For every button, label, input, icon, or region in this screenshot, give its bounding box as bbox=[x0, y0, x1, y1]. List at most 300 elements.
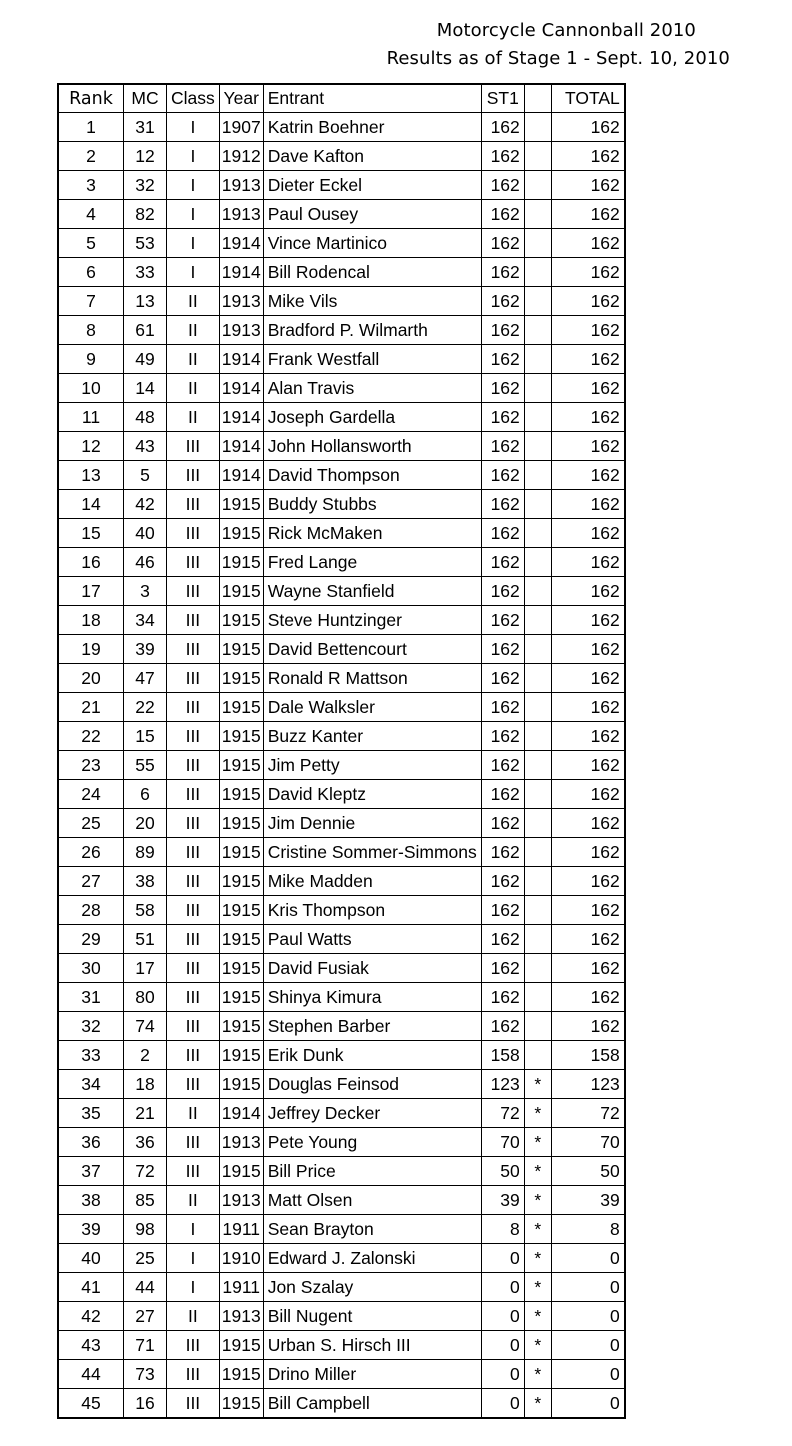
entrant-cell: Wayne Stanfield bbox=[263, 577, 481, 606]
class-cell: II bbox=[167, 374, 220, 403]
flag-cell: * bbox=[524, 1157, 551, 1186]
st1-cell: 162 bbox=[481, 896, 524, 925]
mc-cell: 32 bbox=[124, 171, 167, 200]
st1-cell: 0 bbox=[481, 1389, 524, 1419]
st1-cell: 123 bbox=[481, 1070, 524, 1099]
table-row bbox=[58, 258, 625, 287]
year-cell: 1913 bbox=[219, 171, 263, 200]
total-cell: 0 bbox=[551, 1360, 625, 1389]
total-cell: 162 bbox=[551, 606, 625, 635]
st1-cell: 8 bbox=[481, 1215, 524, 1244]
table-row bbox=[58, 171, 625, 200]
class-cell: III bbox=[167, 490, 220, 519]
mc-cell: 71 bbox=[124, 1331, 167, 1360]
rank-cell: 26 bbox=[58, 838, 124, 867]
total-cell: 162 bbox=[551, 403, 625, 432]
year-cell: 1915 bbox=[219, 925, 263, 954]
class-cell: III bbox=[167, 780, 220, 809]
entrant-cell: Joseph Gardella bbox=[263, 403, 481, 432]
st1-cell: 162 bbox=[481, 606, 524, 635]
class-cell: III bbox=[167, 1070, 220, 1099]
table-row bbox=[58, 345, 625, 374]
rank-cell: 6 bbox=[58, 258, 124, 287]
year-cell: 1915 bbox=[219, 1360, 263, 1389]
header-st1: ST1 bbox=[481, 84, 524, 113]
class-cell: III bbox=[167, 1128, 220, 1157]
class-cell: III bbox=[167, 722, 220, 751]
total-cell: 0 bbox=[551, 1389, 625, 1419]
class-cell: III bbox=[167, 838, 220, 867]
year-cell: 1915 bbox=[219, 1389, 263, 1419]
class-cell: III bbox=[167, 954, 220, 983]
class-cell: III bbox=[167, 577, 220, 606]
year-cell: 1913 bbox=[219, 1302, 263, 1331]
rank-cell: 20 bbox=[58, 664, 124, 693]
mc-cell: 44 bbox=[124, 1273, 167, 1302]
mc-cell: 5 bbox=[124, 461, 167, 490]
total-cell: 162 bbox=[551, 693, 625, 722]
flag-cell bbox=[524, 374, 551, 403]
rank-cell: 27 bbox=[58, 867, 124, 896]
rank-cell: 33 bbox=[58, 1041, 124, 1070]
mc-cell: 22 bbox=[124, 693, 167, 722]
st1-cell: 162 bbox=[481, 519, 524, 548]
class-cell: I bbox=[167, 258, 220, 287]
class-cell: III bbox=[167, 751, 220, 780]
entrant-cell: Bill Nugent bbox=[263, 1302, 481, 1331]
year-cell: 1911 bbox=[219, 1215, 263, 1244]
table-row bbox=[58, 925, 625, 954]
entrant-cell: David Thompson bbox=[263, 461, 481, 490]
flag-cell bbox=[524, 925, 551, 954]
entrant-cell: Stephen Barber bbox=[263, 1012, 481, 1041]
st1-cell: 162 bbox=[481, 200, 524, 229]
entrant-cell: Rick McMaken bbox=[263, 519, 481, 548]
total-cell: 162 bbox=[551, 171, 625, 200]
st1-cell: 162 bbox=[481, 983, 524, 1012]
total-cell: 162 bbox=[551, 374, 625, 403]
year-cell: 1915 bbox=[219, 867, 263, 896]
table-row bbox=[58, 838, 625, 867]
header-rank: Rank bbox=[58, 84, 124, 113]
year-cell: 1914 bbox=[219, 345, 263, 374]
rank-cell: 39 bbox=[58, 1215, 124, 1244]
total-cell: 123 bbox=[551, 1070, 625, 1099]
class-cell: II bbox=[167, 316, 220, 345]
st1-cell: 162 bbox=[481, 142, 524, 171]
entrant-cell: Matt Olsen bbox=[263, 1186, 481, 1215]
st1-cell: 50 bbox=[481, 1157, 524, 1186]
flag-cell: * bbox=[524, 1070, 551, 1099]
st1-cell: 162 bbox=[481, 374, 524, 403]
year-cell: 1913 bbox=[219, 1186, 263, 1215]
total-cell: 0 bbox=[551, 1244, 625, 1273]
class-cell: I bbox=[167, 1273, 220, 1302]
st1-cell: 162 bbox=[481, 258, 524, 287]
rank-cell: 23 bbox=[58, 751, 124, 780]
mc-cell: 25 bbox=[124, 1244, 167, 1273]
flag-cell: * bbox=[524, 1331, 551, 1360]
header-mc: MC bbox=[124, 84, 167, 113]
mc-cell: 48 bbox=[124, 403, 167, 432]
year-cell: 1914 bbox=[219, 432, 263, 461]
rank-cell: 32 bbox=[58, 1012, 124, 1041]
total-cell: 0 bbox=[551, 1331, 625, 1360]
mc-cell: 16 bbox=[124, 1389, 167, 1419]
entrant-cell: Cristine Sommer-Simmons bbox=[263, 838, 481, 867]
table-row bbox=[58, 1244, 625, 1273]
flag-cell bbox=[524, 780, 551, 809]
rank-cell: 31 bbox=[58, 983, 124, 1012]
entrant-cell: Buddy Stubbs bbox=[263, 490, 481, 519]
flag-cell bbox=[524, 693, 551, 722]
entrant-cell: Dieter Eckel bbox=[263, 171, 481, 200]
header-row bbox=[58, 84, 625, 113]
table-row bbox=[58, 867, 625, 896]
flag-cell bbox=[524, 1041, 551, 1070]
header-total: TOTAL bbox=[551, 84, 625, 113]
table-row bbox=[58, 519, 625, 548]
total-cell: 162 bbox=[551, 200, 625, 229]
flag-cell bbox=[524, 954, 551, 983]
class-cell: I bbox=[167, 113, 220, 142]
total-cell: 162 bbox=[551, 809, 625, 838]
rank-cell: 3 bbox=[58, 171, 124, 200]
table-row bbox=[58, 693, 625, 722]
st1-cell: 70 bbox=[481, 1128, 524, 1157]
st1-cell: 162 bbox=[481, 635, 524, 664]
st1-cell: 162 bbox=[481, 1012, 524, 1041]
st1-cell: 162 bbox=[481, 780, 524, 809]
table-row bbox=[58, 316, 625, 345]
year-cell: 1915 bbox=[219, 809, 263, 838]
year-cell: 1915 bbox=[219, 490, 263, 519]
total-cell: 72 bbox=[551, 1099, 625, 1128]
rank-cell: 22 bbox=[58, 722, 124, 751]
rank-cell: 13 bbox=[58, 461, 124, 490]
rank-cell: 45 bbox=[58, 1389, 124, 1419]
flag-cell bbox=[524, 461, 551, 490]
total-cell: 162 bbox=[551, 867, 625, 896]
entrant-cell: Mike Madden bbox=[263, 867, 481, 896]
entrant-cell: Bill Rodencal bbox=[263, 258, 481, 287]
entrant-cell: David Fusiak bbox=[263, 954, 481, 983]
header-year: Year bbox=[219, 84, 263, 113]
total-cell: 39 bbox=[551, 1186, 625, 1215]
table-row bbox=[58, 432, 625, 461]
mc-cell: 46 bbox=[124, 548, 167, 577]
rank-cell: 15 bbox=[58, 519, 124, 548]
flag-cell bbox=[524, 896, 551, 925]
total-cell: 162 bbox=[551, 229, 625, 258]
rank-cell: 38 bbox=[58, 1186, 124, 1215]
class-cell: I bbox=[167, 200, 220, 229]
flag-cell bbox=[524, 809, 551, 838]
flag-cell bbox=[524, 838, 551, 867]
flag-cell: * bbox=[524, 1128, 551, 1157]
rank-cell: 34 bbox=[58, 1070, 124, 1099]
header-flag bbox=[524, 84, 551, 113]
total-cell: 162 bbox=[551, 490, 625, 519]
flag-cell bbox=[524, 403, 551, 432]
flag-cell bbox=[524, 635, 551, 664]
year-cell: 1915 bbox=[219, 983, 263, 1012]
class-cell: III bbox=[167, 693, 220, 722]
total-cell: 162 bbox=[551, 983, 625, 1012]
year-cell: 1915 bbox=[219, 1157, 263, 1186]
mc-cell: 89 bbox=[124, 838, 167, 867]
total-cell: 0 bbox=[551, 1302, 625, 1331]
rank-cell: 35 bbox=[58, 1099, 124, 1128]
table-row bbox=[58, 635, 625, 664]
year-cell: 1915 bbox=[219, 548, 263, 577]
rank-cell: 29 bbox=[58, 925, 124, 954]
header-entrant: Entrant bbox=[263, 84, 481, 113]
table-row bbox=[58, 606, 625, 635]
st1-cell: 162 bbox=[481, 954, 524, 983]
total-cell: 162 bbox=[551, 258, 625, 287]
flag-cell bbox=[524, 577, 551, 606]
rank-cell: 1 bbox=[58, 113, 124, 142]
st1-cell: 162 bbox=[481, 548, 524, 577]
entrant-cell: Fred Lange bbox=[263, 548, 481, 577]
mc-cell: 12 bbox=[124, 142, 167, 171]
class-cell: II bbox=[167, 1302, 220, 1331]
st1-cell: 72 bbox=[481, 1099, 524, 1128]
total-cell: 162 bbox=[551, 287, 625, 316]
flag-cell bbox=[524, 867, 551, 896]
year-cell: 1915 bbox=[219, 722, 263, 751]
mc-cell: 49 bbox=[124, 345, 167, 374]
flag-cell: * bbox=[524, 1302, 551, 1331]
entrant-cell: Kris Thompson bbox=[263, 896, 481, 925]
total-cell: 162 bbox=[551, 751, 625, 780]
class-cell: III bbox=[167, 664, 220, 693]
flag-cell bbox=[524, 113, 551, 142]
entrant-cell: Alan Travis bbox=[263, 374, 481, 403]
class-cell: I bbox=[167, 229, 220, 258]
mc-cell: 61 bbox=[124, 316, 167, 345]
rank-cell: 10 bbox=[58, 374, 124, 403]
rank-cell: 43 bbox=[58, 1331, 124, 1360]
table-row bbox=[58, 954, 625, 983]
entrant-cell: Dale Walksler bbox=[263, 693, 481, 722]
year-cell: 1914 bbox=[219, 403, 263, 432]
flag-cell bbox=[524, 548, 551, 577]
mc-cell: 20 bbox=[124, 809, 167, 838]
class-cell: III bbox=[167, 635, 220, 664]
rank-cell: 24 bbox=[58, 780, 124, 809]
table-row bbox=[58, 751, 625, 780]
table-row bbox=[58, 200, 625, 229]
year-cell: 1915 bbox=[219, 780, 263, 809]
entrant-cell: Steve Huntzinger bbox=[263, 606, 481, 635]
year-cell: 1915 bbox=[219, 751, 263, 780]
st1-cell: 162 bbox=[481, 490, 524, 519]
rank-cell: 16 bbox=[58, 548, 124, 577]
total-cell: 162 bbox=[551, 577, 625, 606]
rank-cell: 11 bbox=[58, 403, 124, 432]
table-row bbox=[58, 229, 625, 258]
document-subtitle: Results as of Stage 1 - Sept. 10, 2010 bbox=[386, 48, 730, 69]
flag-cell: * bbox=[524, 1186, 551, 1215]
table-row bbox=[58, 113, 625, 142]
mc-cell: 82 bbox=[124, 200, 167, 229]
class-cell: III bbox=[167, 896, 220, 925]
table-row bbox=[58, 490, 625, 519]
mc-cell: 55 bbox=[124, 751, 167, 780]
year-cell: 1914 bbox=[219, 1099, 263, 1128]
flag-cell bbox=[524, 229, 551, 258]
class-cell: II bbox=[167, 1099, 220, 1128]
st1-cell: 162 bbox=[481, 345, 524, 374]
entrant-cell: David Bettencourt bbox=[263, 635, 481, 664]
table-row bbox=[58, 1360, 625, 1389]
class-cell: III bbox=[167, 519, 220, 548]
table-row bbox=[58, 1157, 625, 1186]
results-table bbox=[57, 83, 626, 1419]
class-cell: III bbox=[167, 809, 220, 838]
flag-cell: * bbox=[524, 1360, 551, 1389]
rank-cell: 5 bbox=[58, 229, 124, 258]
entrant-cell: Sean Brayton bbox=[263, 1215, 481, 1244]
mc-cell: 15 bbox=[124, 722, 167, 751]
st1-cell: 162 bbox=[481, 432, 524, 461]
entrant-cell: Paul Ousey bbox=[263, 200, 481, 229]
results-body bbox=[58, 113, 625, 1419]
total-cell: 70 bbox=[551, 1128, 625, 1157]
flag-cell bbox=[524, 983, 551, 1012]
year-cell: 1915 bbox=[219, 606, 263, 635]
year-cell: 1914 bbox=[219, 461, 263, 490]
st1-cell: 162 bbox=[481, 867, 524, 896]
entrant-cell: John Hollansworth bbox=[263, 432, 481, 461]
table-row bbox=[58, 461, 625, 490]
st1-cell: 162 bbox=[481, 722, 524, 751]
flag-cell: * bbox=[524, 1273, 551, 1302]
table-row bbox=[58, 1331, 625, 1360]
rank-cell: 30 bbox=[58, 954, 124, 983]
year-cell: 1913 bbox=[219, 316, 263, 345]
total-cell: 162 bbox=[551, 635, 625, 664]
table-row bbox=[58, 1070, 625, 1099]
class-cell: I bbox=[167, 1244, 220, 1273]
flag-cell bbox=[524, 519, 551, 548]
rank-cell: 37 bbox=[58, 1157, 124, 1186]
rank-cell: 25 bbox=[58, 809, 124, 838]
mc-cell: 36 bbox=[124, 1128, 167, 1157]
mc-cell: 14 bbox=[124, 374, 167, 403]
mc-cell: 21 bbox=[124, 1099, 167, 1128]
mc-cell: 3 bbox=[124, 577, 167, 606]
total-cell: 8 bbox=[551, 1215, 625, 1244]
entrant-cell: Bradford P. Wilmarth bbox=[263, 316, 481, 345]
rank-cell: 36 bbox=[58, 1128, 124, 1157]
total-cell: 162 bbox=[551, 1012, 625, 1041]
flag-cell bbox=[524, 1012, 551, 1041]
year-cell: 1915 bbox=[219, 664, 263, 693]
mc-cell: 98 bbox=[124, 1215, 167, 1244]
table-row bbox=[58, 809, 625, 838]
rank-cell: 8 bbox=[58, 316, 124, 345]
class-cell: III bbox=[167, 548, 220, 577]
st1-cell: 0 bbox=[481, 1331, 524, 1360]
table-row bbox=[58, 1012, 625, 1041]
header-class: Class bbox=[167, 84, 220, 113]
total-cell: 162 bbox=[551, 780, 625, 809]
table-row bbox=[58, 722, 625, 751]
year-cell: 1915 bbox=[219, 577, 263, 606]
flag-cell bbox=[524, 345, 551, 374]
mc-cell: 72 bbox=[124, 1157, 167, 1186]
st1-cell: 162 bbox=[481, 316, 524, 345]
table-row bbox=[58, 664, 625, 693]
year-cell: 1915 bbox=[219, 693, 263, 722]
mc-cell: 58 bbox=[124, 896, 167, 925]
rank-cell: 42 bbox=[58, 1302, 124, 1331]
entrant-cell: Katrin Boehner bbox=[263, 113, 481, 142]
st1-cell: 162 bbox=[481, 809, 524, 838]
flag-cell bbox=[524, 200, 551, 229]
st1-cell: 162 bbox=[481, 751, 524, 780]
total-cell: 162 bbox=[551, 548, 625, 577]
class-cell: III bbox=[167, 432, 220, 461]
st1-cell: 39 bbox=[481, 1186, 524, 1215]
table-row bbox=[58, 1215, 625, 1244]
st1-cell: 162 bbox=[481, 461, 524, 490]
year-cell: 1915 bbox=[219, 1012, 263, 1041]
class-cell: II bbox=[167, 1186, 220, 1215]
year-cell: 1915 bbox=[219, 1331, 263, 1360]
rank-cell: 41 bbox=[58, 1273, 124, 1302]
mc-cell: 27 bbox=[124, 1302, 167, 1331]
total-cell: 162 bbox=[551, 722, 625, 751]
mc-cell: 39 bbox=[124, 635, 167, 664]
year-cell: 1911 bbox=[219, 1273, 263, 1302]
year-cell: 1915 bbox=[219, 1070, 263, 1099]
rank-cell: 28 bbox=[58, 896, 124, 925]
total-cell: 162 bbox=[551, 664, 625, 693]
entrant-cell: Edward J. Zalonski bbox=[263, 1244, 481, 1273]
entrant-cell: David Kleptz bbox=[263, 780, 481, 809]
entrant-cell: Jim Dennie bbox=[263, 809, 481, 838]
st1-cell: 162 bbox=[481, 229, 524, 258]
mc-cell: 18 bbox=[124, 1070, 167, 1099]
total-cell: 162 bbox=[551, 896, 625, 925]
total-cell: 162 bbox=[551, 142, 625, 171]
rank-cell: 7 bbox=[58, 287, 124, 316]
mc-cell: 2 bbox=[124, 1041, 167, 1070]
document-title: Motorcycle Cannonball 2010 bbox=[436, 20, 696, 41]
st1-cell: 162 bbox=[481, 287, 524, 316]
entrant-cell: Ronald R Mattson bbox=[263, 664, 481, 693]
table-row bbox=[58, 548, 625, 577]
class-cell: III bbox=[167, 867, 220, 896]
entrant-cell: Drino Miller bbox=[263, 1360, 481, 1389]
flag-cell bbox=[524, 664, 551, 693]
year-cell: 1914 bbox=[219, 229, 263, 258]
rank-cell: 21 bbox=[58, 693, 124, 722]
table-row bbox=[58, 1099, 625, 1128]
year-cell: 1907 bbox=[219, 113, 263, 142]
table-row bbox=[58, 374, 625, 403]
table-row bbox=[58, 577, 625, 606]
rank-cell: 44 bbox=[58, 1360, 124, 1389]
mc-cell: 43 bbox=[124, 432, 167, 461]
entrant-cell: Jim Petty bbox=[263, 751, 481, 780]
class-cell: III bbox=[167, 1389, 220, 1419]
class-cell: I bbox=[167, 171, 220, 200]
